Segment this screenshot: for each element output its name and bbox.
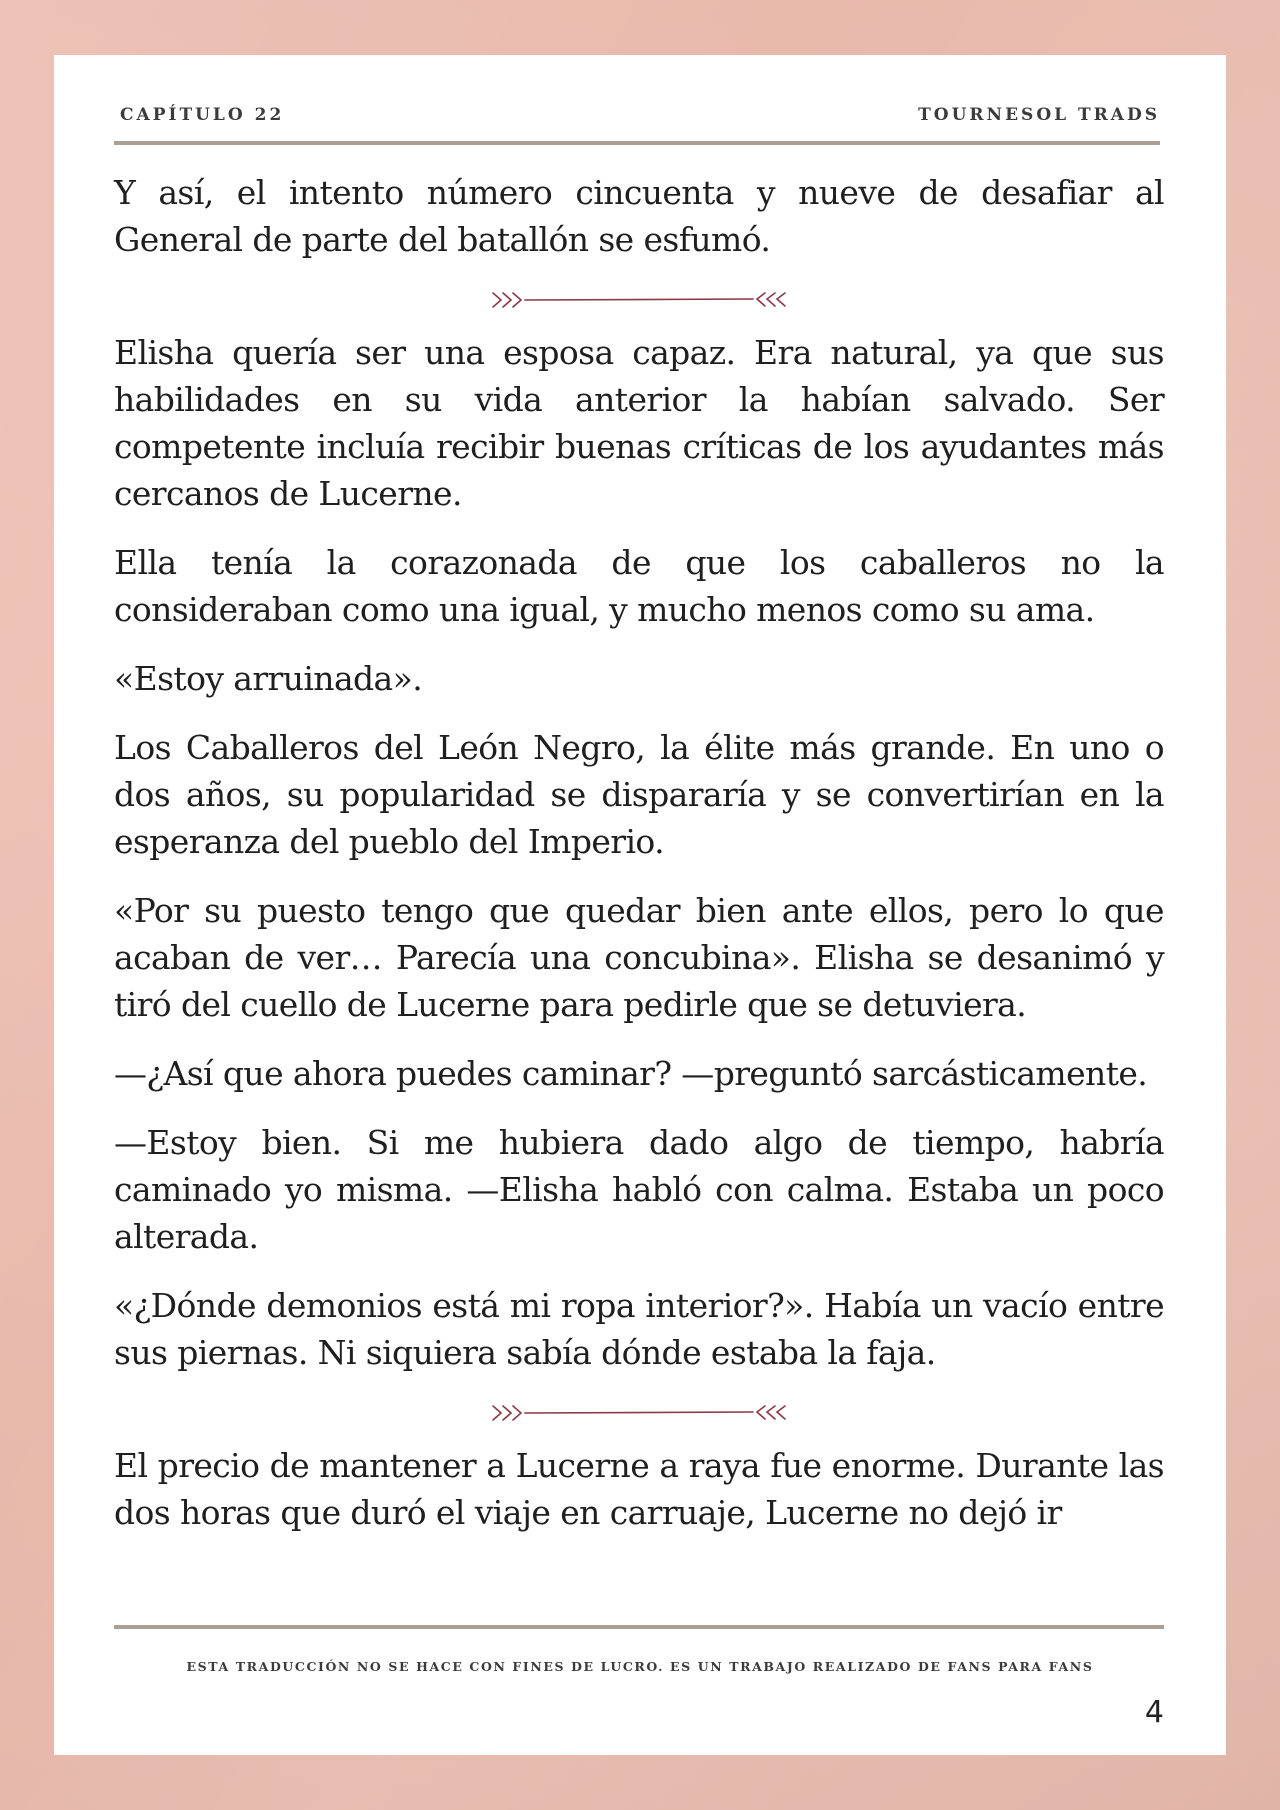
paragraph: «¿Dónde demonios está mi ropa interior?». Había un vacío entre sus piernas. Ni siquiera sabía dónde estaba la faja. <box>114 1286 1164 1372</box>
page-number: 4 <box>1144 1695 1164 1730</box>
footer-rule <box>114 1625 1164 1629</box>
footer-disclaimer: ESTA TRADUCCIÓN NO SE HACE CON FINES DE LUCRO. ES UN TRABAJO REALIZADO DE FANS PARA FANS <box>186 1659 1094 1674</box>
arrow-divider-icon <box>489 1398 789 1428</box>
chapter-title: CAPÍTULO 22 <box>120 105 285 125</box>
paragraph: —¿Así que ahora puedes caminar? —preguntó sarcásticamente. <box>114 1054 1148 1093</box>
paragraph: Elisha quería ser una esposa capaz. Era natural, ya que sus habilidades en su vida anterior la habían salvado. Ser competente incluía recibir buenas críticas de los ayudantes más cercanos de Lucerne. <box>114 333 1164 513</box>
header-rule <box>114 141 1160 145</box>
paragraph: Los Caballeros del León Negro, la élite más grande. En uno o dos años, su popularidad se dispararía y se convertirían en la esperanza del pueblo del Imperio. <box>114 728 1164 861</box>
body-text <box>114 169 1164 1558</box>
paragraph: «Por su puesto tengo que quedar bien ante ellos, pero lo que acaban de ver… Parecía una concubina». Elisha se desanimó y tiró del cuello de Lucerne para pedirle que se detuviera. <box>114 891 1164 1024</box>
paragraph: Ella tenía la corazonada de que los caballeros no la consideraban como una igual, y mucho menos como su ama. <box>114 543 1164 629</box>
paragraph: El precio de mantener a Lucerne a raya fue enorme. Durante las dos horas que duró el viaje en carruaje, Lucerne no dejó ir <box>114 1446 1164 1532</box>
arrow-divider-icon <box>489 285 789 315</box>
page-header <box>120 105 1160 135</box>
document-page <box>54 55 1226 1755</box>
paragraph: —Estoy bien. Si me hubiera dado algo de tiempo, habría caminado yo misma. —Elisha habló con calma. Estaba un poco alterada. <box>114 1123 1164 1256</box>
paragraph: Y así, el intento número cincuenta y nueve de desafiar al General de parte del batallón se esfumó. <box>114 173 1164 259</box>
group-name: TOURNESOL TRADS <box>918 105 1160 125</box>
paragraph: «Estoy arruinada». <box>114 659 423 698</box>
